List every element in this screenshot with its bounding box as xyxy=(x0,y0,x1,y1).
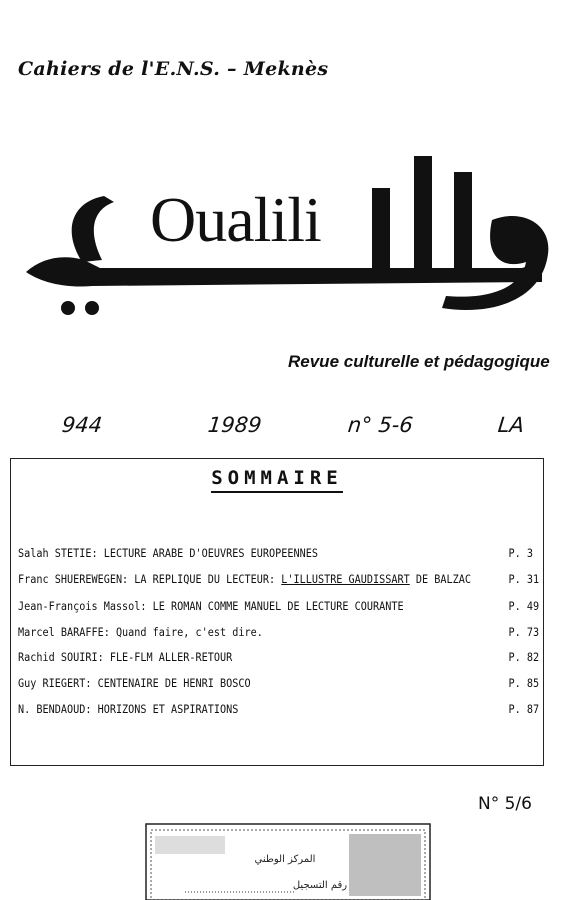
stamp-text-1: المركز الوطني xyxy=(254,854,316,865)
series-title: Cahiers de l'E.N.S. – Meknès xyxy=(18,58,329,80)
masthead-dot-1 xyxy=(61,301,75,315)
toc-entry: Jean-François Massol: LE ROMAN COMME MANUEL DE LECTURE COURANTE P. 49 xyxy=(18,600,540,613)
handwritten-code: LA xyxy=(496,413,526,437)
masthead-stroke-2 xyxy=(414,156,432,272)
toc-entry: Marcel BARAFFE: Quand faire, c'est dire. P. 73 xyxy=(18,626,540,639)
masthead-stroke-3 xyxy=(454,172,472,272)
handwritten-number: 944 xyxy=(60,413,104,437)
masthead-title: Oualili xyxy=(150,184,321,255)
issue-number: N° 5/6 xyxy=(478,794,532,814)
subtitle: Revue culturelle et pédagogique xyxy=(288,352,550,371)
toc-entry: Guy RIEGERT: CENTENAIRE DE HENRI BOSCO P. 85 xyxy=(18,677,540,690)
handwritten-year: 1989 xyxy=(206,413,263,437)
library-stamp xyxy=(145,812,431,900)
toc-entry: Salah STETIE: LECTURE ARABE D'OEUVRES EUROPEENNES P. 3 xyxy=(18,547,533,560)
toc-page: P. 3 xyxy=(508,547,533,560)
stamp-smudge-left xyxy=(155,836,225,854)
masthead-dot-2 xyxy=(85,301,99,315)
toc-page: P. 49 xyxy=(508,600,540,613)
toc-entry: N. BENDAOUD: HORIZONS ET ASPIRATIONS P. 87 xyxy=(18,703,540,716)
sommaire-box xyxy=(10,458,544,766)
stamp-text-2: رقم التسجيل xyxy=(292,880,348,891)
toc-page: P. 82 xyxy=(508,651,540,664)
toc-page: P. 87 xyxy=(508,703,540,716)
stamp-smudge xyxy=(349,834,421,896)
handwritten-issue: n° 5-6 xyxy=(346,413,415,437)
sommaire-heading: SOMMAIRE xyxy=(11,467,543,489)
masthead-curve-left xyxy=(72,196,114,262)
masthead-stroke-1 xyxy=(372,188,390,272)
toc-entry: Franc SHUEREWEGEN: LA REPLIQUE DU LECTEUR: L'ILLUSTRE GAUDISSART DE BALZAC P. 31 xyxy=(18,573,540,586)
toc-page: P. 31 xyxy=(508,573,540,586)
toc-entry: Rachid SOUIRI: FLE-FLM ALLER-RETOUR P. 82 xyxy=(18,651,540,664)
toc-underlined-title: L'ILLUSTRE GAUDISSART xyxy=(281,573,410,586)
toc-page: P. 85 xyxy=(508,677,540,690)
toc-page: P. 73 xyxy=(508,626,540,639)
